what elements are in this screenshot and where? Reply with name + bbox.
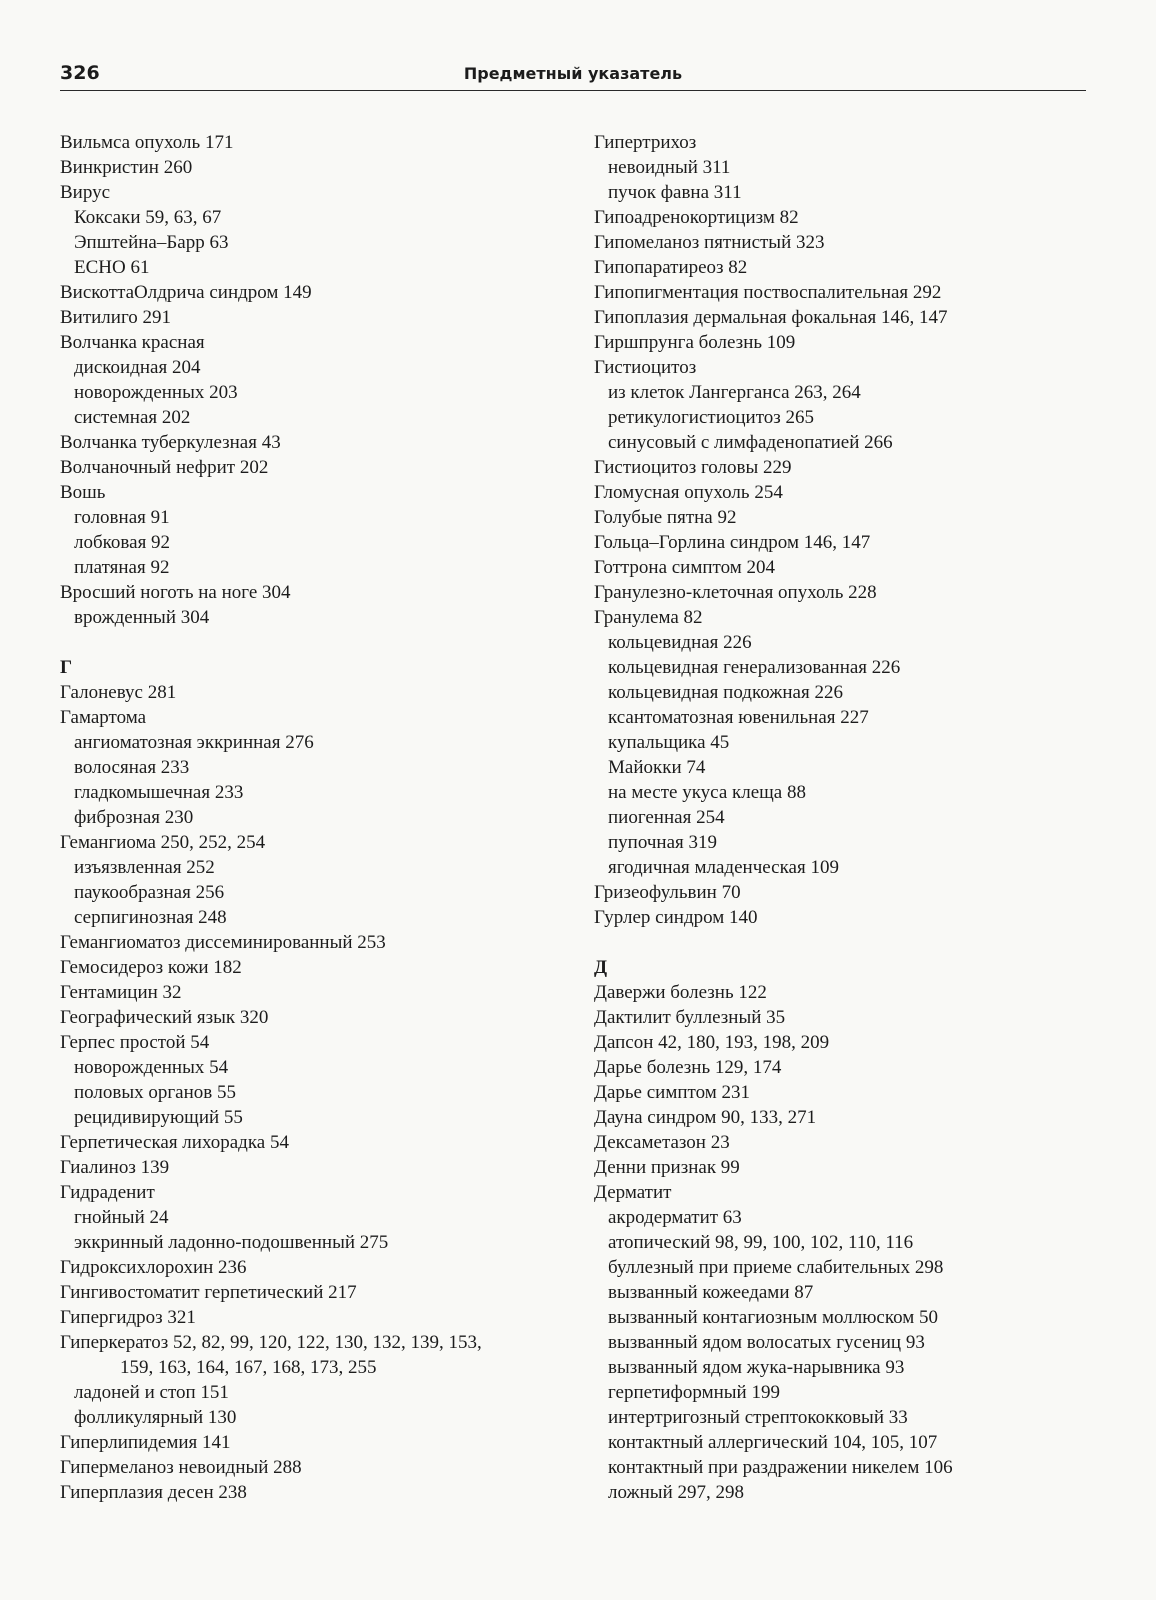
index-subentry: головная 91 [74, 507, 170, 528]
running-header [60, 60, 1086, 91]
index-entry: Гистиоцитоз [594, 357, 697, 378]
index-subentry: купальщика 45 [608, 732, 730, 753]
index-subentry: новорожденных 203 [74, 382, 238, 403]
index-entry: Дарье симптом 231 [594, 1082, 750, 1103]
index-subentry: акродерматит 63 [608, 1207, 742, 1228]
index-entry: Гипопаратиреоз 82 [594, 257, 748, 278]
index-subentry: гладкомышечная 233 [74, 782, 244, 803]
index-subentry: фиброзная 230 [74, 807, 194, 828]
index-subentry: ягодичная младенческая 109 [608, 857, 839, 878]
section-gap [60, 630, 580, 655]
running-title: Предметный указатель [463, 64, 683, 83]
index-subentry: интертригозный стрептококковый 33 [608, 1407, 908, 1428]
index-subentry: фолликулярный 130 [74, 1407, 237, 1428]
index-entry: Дапсон 42, 180, 193, 198, 209 [594, 1032, 830, 1053]
index-entry: Гранулема 82 [594, 607, 703, 628]
index-subentry: вызванный кожеедами 87 [608, 1282, 814, 1303]
index-entry: Гингивостоматит герпетический 217 [60, 1282, 357, 1303]
index-entry: Гемангиома 250, 252, 254 [60, 832, 266, 853]
index-entry: Дерматит [594, 1182, 672, 1203]
index-subentry: Майокки 74 [608, 757, 706, 778]
index-subentry: эккринный ладонно-подошвенный 275 [74, 1232, 389, 1253]
index-subentry: половых органов 55 [74, 1082, 237, 1103]
index-entry: Вошь [60, 482, 106, 503]
section-letter: Г [60, 657, 73, 678]
index-subentry: паукообразная 256 [74, 882, 225, 903]
page-number: 326 [60, 62, 100, 84]
index-entry-continuation: 159, 163, 164, 167, 168, 173, 255 [120, 1357, 377, 1378]
index-subentry: рецидивирующий 55 [74, 1107, 243, 1128]
index-entry: Дексаметазон 23 [594, 1132, 730, 1153]
index-subentry: гнойный 24 [74, 1207, 169, 1228]
index-entry: Дауна синдром 90, 133, 271 [594, 1107, 817, 1128]
index-entry: Гиршпрунга болезнь 109 [594, 332, 796, 353]
index-entry: Гидраденит [60, 1182, 155, 1203]
index-entry: Географический язык 320 [60, 1007, 269, 1028]
index-entry: Галоневус 281 [60, 682, 177, 703]
index-subentry: из клеток Лангерганса 263, 264 [608, 382, 861, 403]
index-subentry: дискоидная 204 [74, 357, 201, 378]
index-subentry: вызванный контагиозным моллюском 50 [608, 1307, 939, 1328]
index-subentry: ладоней и стоп 151 [74, 1382, 229, 1403]
index-entry: Гемосидероз кожи 182 [60, 957, 242, 978]
index-entry: Дактилит буллезный 35 [594, 1007, 786, 1028]
index-entry: Гипопигментация поствоспалительная 292 [594, 282, 942, 303]
index-subentry: синусовый с лимфаденопатией 266 [608, 432, 893, 453]
index-subentry: пиогенная 254 [608, 807, 725, 828]
index-entry: Гольца–Горлина синдром 146, 147 [594, 532, 871, 553]
index-subentry: кольцевидная 226 [608, 632, 752, 653]
index-entry: Гамартома [60, 707, 147, 728]
index-entry: Витилиго 291 [60, 307, 172, 328]
index-entry: Гиалиноз 139 [60, 1157, 170, 1178]
index-entry: Вильмса опухоль 171 [60, 132, 234, 153]
index-entry: Гризеофульвин 70 [594, 882, 741, 903]
index-entry: Волчанка красная [60, 332, 205, 353]
index-subentry: волосяная 233 [74, 757, 190, 778]
index-entry: Герпетическая лихорадка 54 [60, 1132, 289, 1153]
section-letter: Д [594, 957, 608, 978]
index-subentry: ложный 297, 298 [608, 1482, 744, 1503]
index-entry: Дарье болезнь 129, 174 [594, 1057, 782, 1078]
index-entry: Гипоадренокортицизм 82 [594, 207, 799, 228]
index-subentry: врожденный 304 [74, 607, 210, 628]
index-entry: Гидроксихлорохин 236 [60, 1257, 247, 1278]
index-entry: Гипергидроз 321 [60, 1307, 196, 1328]
index-entry: Винкристин 260 [60, 157, 193, 178]
index-subentry: ECHO 61 [74, 257, 150, 278]
index-entry: Денни признак 99 [594, 1157, 740, 1178]
index-entry: Гиперкератоз 52, 82, 99, 120, 122, 130, 132, 139, 153, [60, 1332, 482, 1353]
index-subentry: Эпштейна–Барр 63 [74, 232, 229, 253]
index-subentry: серпигинозная 248 [74, 907, 227, 928]
index-column-left [60, 130, 580, 1505]
index-entry: Гломусная опухоль 254 [594, 482, 783, 503]
index-subentry: ангиоматозная эккринная 276 [74, 732, 314, 753]
index-column-right [594, 130, 1114, 1505]
index-entry: Волчанка туберкулезная 43 [60, 432, 281, 453]
index-entry: Голубые пятна 92 [594, 507, 737, 528]
index-subentry: изъязвленная 252 [74, 857, 215, 878]
index-entry: Вросший ноготь на ноге 304 [60, 582, 291, 603]
index-entry: Гемангиоматоз диссеминированный 253 [60, 932, 386, 953]
index-subentry: ксантоматозная ювенильная 227 [608, 707, 869, 728]
index-entry: Гурлер синдром 140 [594, 907, 758, 928]
index-entry: Гентамицин 32 [60, 982, 182, 1003]
index-entry: Гиперплазия десен 238 [60, 1482, 247, 1503]
index-subentry: вызванный ядом жука-нарывника 93 [608, 1357, 905, 1378]
index-subentry: на месте укуса клеща 88 [608, 782, 806, 803]
index-subentry: герпетиформный 199 [608, 1382, 780, 1403]
index-subentry: системная 202 [74, 407, 191, 428]
index-subentry: платяная 92 [74, 557, 170, 578]
index-entry: Гипертрихоз [594, 132, 697, 153]
index-subentry: контактный аллергический 104, 105, 107 [608, 1432, 938, 1453]
index-subentry: атопический 98, 99, 100, 102, 110, 116 [608, 1232, 914, 1253]
index-entry: Гипермеланоз невоидный 288 [60, 1457, 302, 1478]
index-entry: Гистиоцитоз головы 229 [594, 457, 792, 478]
index-subentry: лобковая 92 [74, 532, 171, 553]
index-entry: Гранулезно-клеточная опухоль 228 [594, 582, 877, 603]
index-subentry: вызванный ядом волосатых гусениц 93 [608, 1332, 925, 1353]
index-entry: Герпес простой 54 [60, 1032, 210, 1053]
index-subentry: новорожденных 54 [74, 1057, 229, 1078]
index-subentry: кольцевидная подкожная 226 [608, 682, 843, 703]
index-entry: Гипомеланоз пятнистый 323 [594, 232, 825, 253]
index-entry: Волчаночный нефрит 202 [60, 457, 269, 478]
index-entry: ВискоттаОлдрича синдром 149 [60, 282, 312, 303]
index-entry: Гиперлипидемия 141 [60, 1432, 231, 1453]
index-subentry: ретикулогистиоцитоз 265 [608, 407, 815, 428]
index-subentry: Коксаки 59, 63, 67 [74, 207, 222, 228]
index-subentry: кольцевидная генерализованная 226 [608, 657, 901, 678]
index-entry: Готтрона симптом 204 [594, 557, 776, 578]
index-subentry: невоидный 311 [608, 157, 731, 178]
index-entry: Давержи болезнь 122 [594, 982, 767, 1003]
index-entry: Гипоплазия дермальная фокальная 146, 147 [594, 307, 948, 328]
section-gap [594, 930, 1114, 955]
index-subentry: буллезный при приеме слабительных 298 [608, 1257, 944, 1278]
index-entry: Вирус [60, 182, 111, 203]
index-subentry: пучок фавна 311 [608, 182, 742, 203]
index-subentry: контактный при раздражении никелем 106 [608, 1457, 953, 1478]
index-subentry: пупочная 319 [608, 832, 717, 853]
